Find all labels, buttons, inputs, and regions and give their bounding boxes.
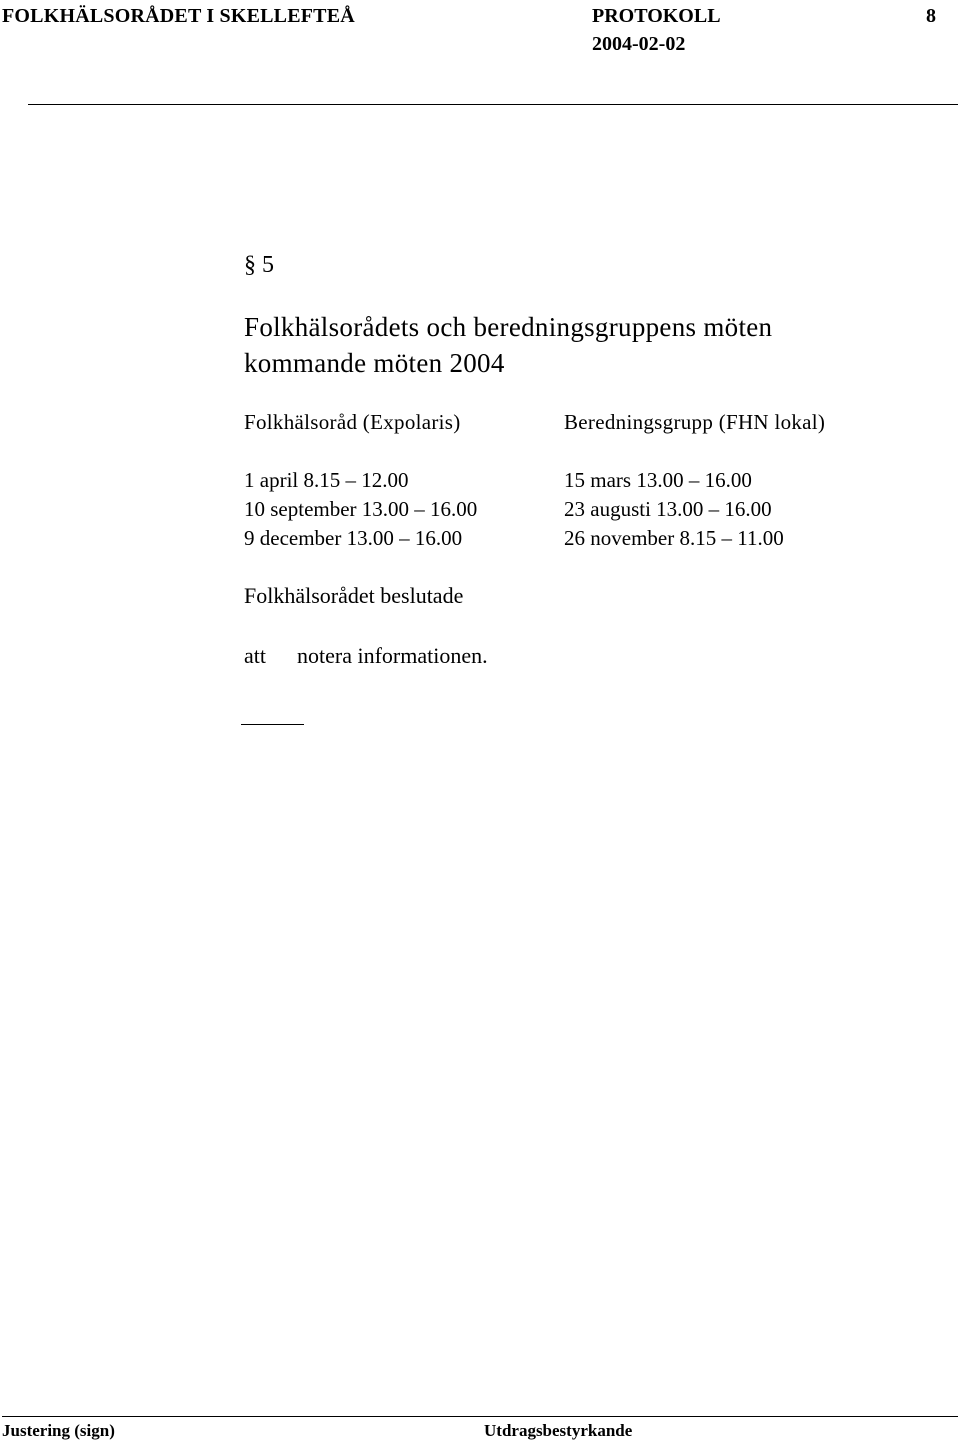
header-rule [28, 104, 958, 105]
decision-att-text: notera informationen. [297, 643, 488, 668]
header-organization: FOLKHÄLSORÅDET I SKELLEFTEÅ [2, 5, 355, 27]
schedule-left-cell: 9 december 13.00 – 16.00 [244, 526, 463, 550]
header-page-number: 8 [926, 5, 936, 27]
footer-justering: Justering (sign) [2, 1421, 115, 1440]
header-date: 2004-02-02 [592, 33, 686, 55]
schedule-right-cell: 26 november 8.15 – 11.00 [564, 526, 784, 550]
decision-att-label: att [244, 643, 266, 668]
decision-intro: Folkhälsorådet beslutade [244, 583, 464, 608]
end-rule [241, 724, 304, 725]
schedule-left-cell: 1 april 8.15 – 12.00 [244, 468, 409, 492]
section-title-line1: Folkhälsorådets och beredningsgruppens möten [244, 312, 773, 342]
schedule-left-cell: 10 september 13.00 – 16.00 [244, 497, 478, 521]
schedule-left-header: Folkhälsoråd (Expolaris) [244, 410, 461, 434]
section-title-line2: kommande möten 2004 [244, 348, 505, 378]
schedule-right-cell: 23 augusti 13.00 – 16.00 [564, 497, 772, 521]
paragraph-number: § 5 [244, 252, 274, 278]
header-doc-type: PROTOKOLL [592, 5, 721, 27]
schedule-right-cell: 15 mars 13.00 – 16.00 [564, 468, 752, 492]
footer-rule [2, 1416, 958, 1417]
schedule-right-header: Beredningsgrupp (FHN lokal) [564, 410, 826, 434]
footer-utdragsbestyrkande: Utdragsbestyrkande [484, 1421, 633, 1440]
